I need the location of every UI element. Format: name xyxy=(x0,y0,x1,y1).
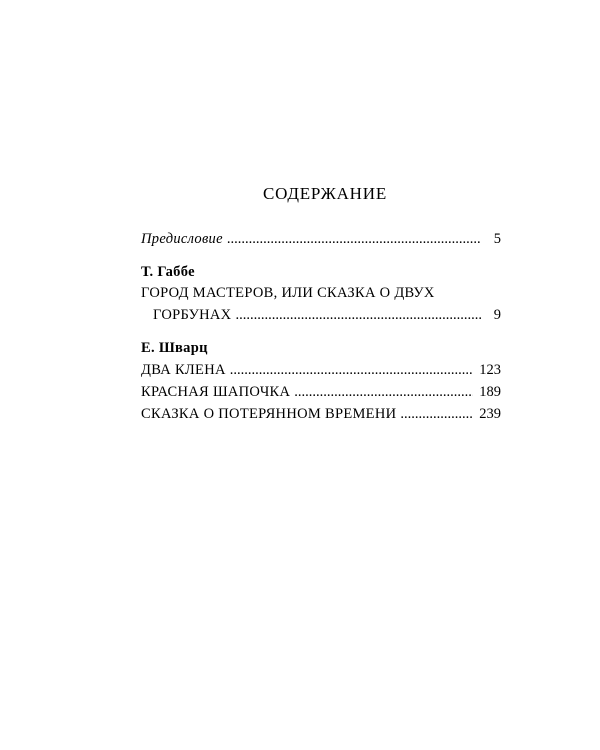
toc-entry-title: ДВА КЛЕНА xyxy=(141,362,226,378)
author-heading-gabbe: Т. Габбе xyxy=(141,264,195,280)
author-heading-shvarts: Е. Шварц xyxy=(141,340,208,356)
toc-entry-title: КРАСНАЯ ШАПОЧКА xyxy=(141,384,291,400)
table-of-contents xyxy=(141,228,501,425)
toc-entry-title: Предисловие xyxy=(141,231,223,247)
dot-leader xyxy=(227,228,481,250)
toc-entry-preface xyxy=(141,228,501,250)
dot-leader xyxy=(400,403,473,425)
dot-leader xyxy=(294,381,473,403)
toc-page-number: 9 xyxy=(493,307,501,323)
toc-entry-gorod-masterov xyxy=(141,304,501,326)
toc-page-number: 189 xyxy=(479,384,501,400)
toc-page-number: 239 xyxy=(479,406,501,422)
toc-entry-skazka-o-poteryannom-vremeni xyxy=(141,403,501,425)
toc-entry-dva-klena xyxy=(141,359,501,381)
toc-page-number: 123 xyxy=(479,362,501,378)
toc-entry-title: СКАЗКА О ПОТЕРЯННОМ ВРЕМЕНИ xyxy=(141,406,397,422)
dot-leader xyxy=(230,359,473,381)
dot-leader xyxy=(235,304,481,326)
toc-entry-krasnaya-shapochka xyxy=(141,381,501,403)
toc-entry-title-line2: ГОРБУНАХ xyxy=(153,307,232,323)
toc-page-number: 5 xyxy=(493,231,501,247)
toc-entry-title-line1: ГОРОД МАСТЕРОВ, ИЛИ СКАЗКА О ДВУХ xyxy=(141,285,435,301)
page-title: СОДЕРЖАНИЕ xyxy=(262,184,388,203)
